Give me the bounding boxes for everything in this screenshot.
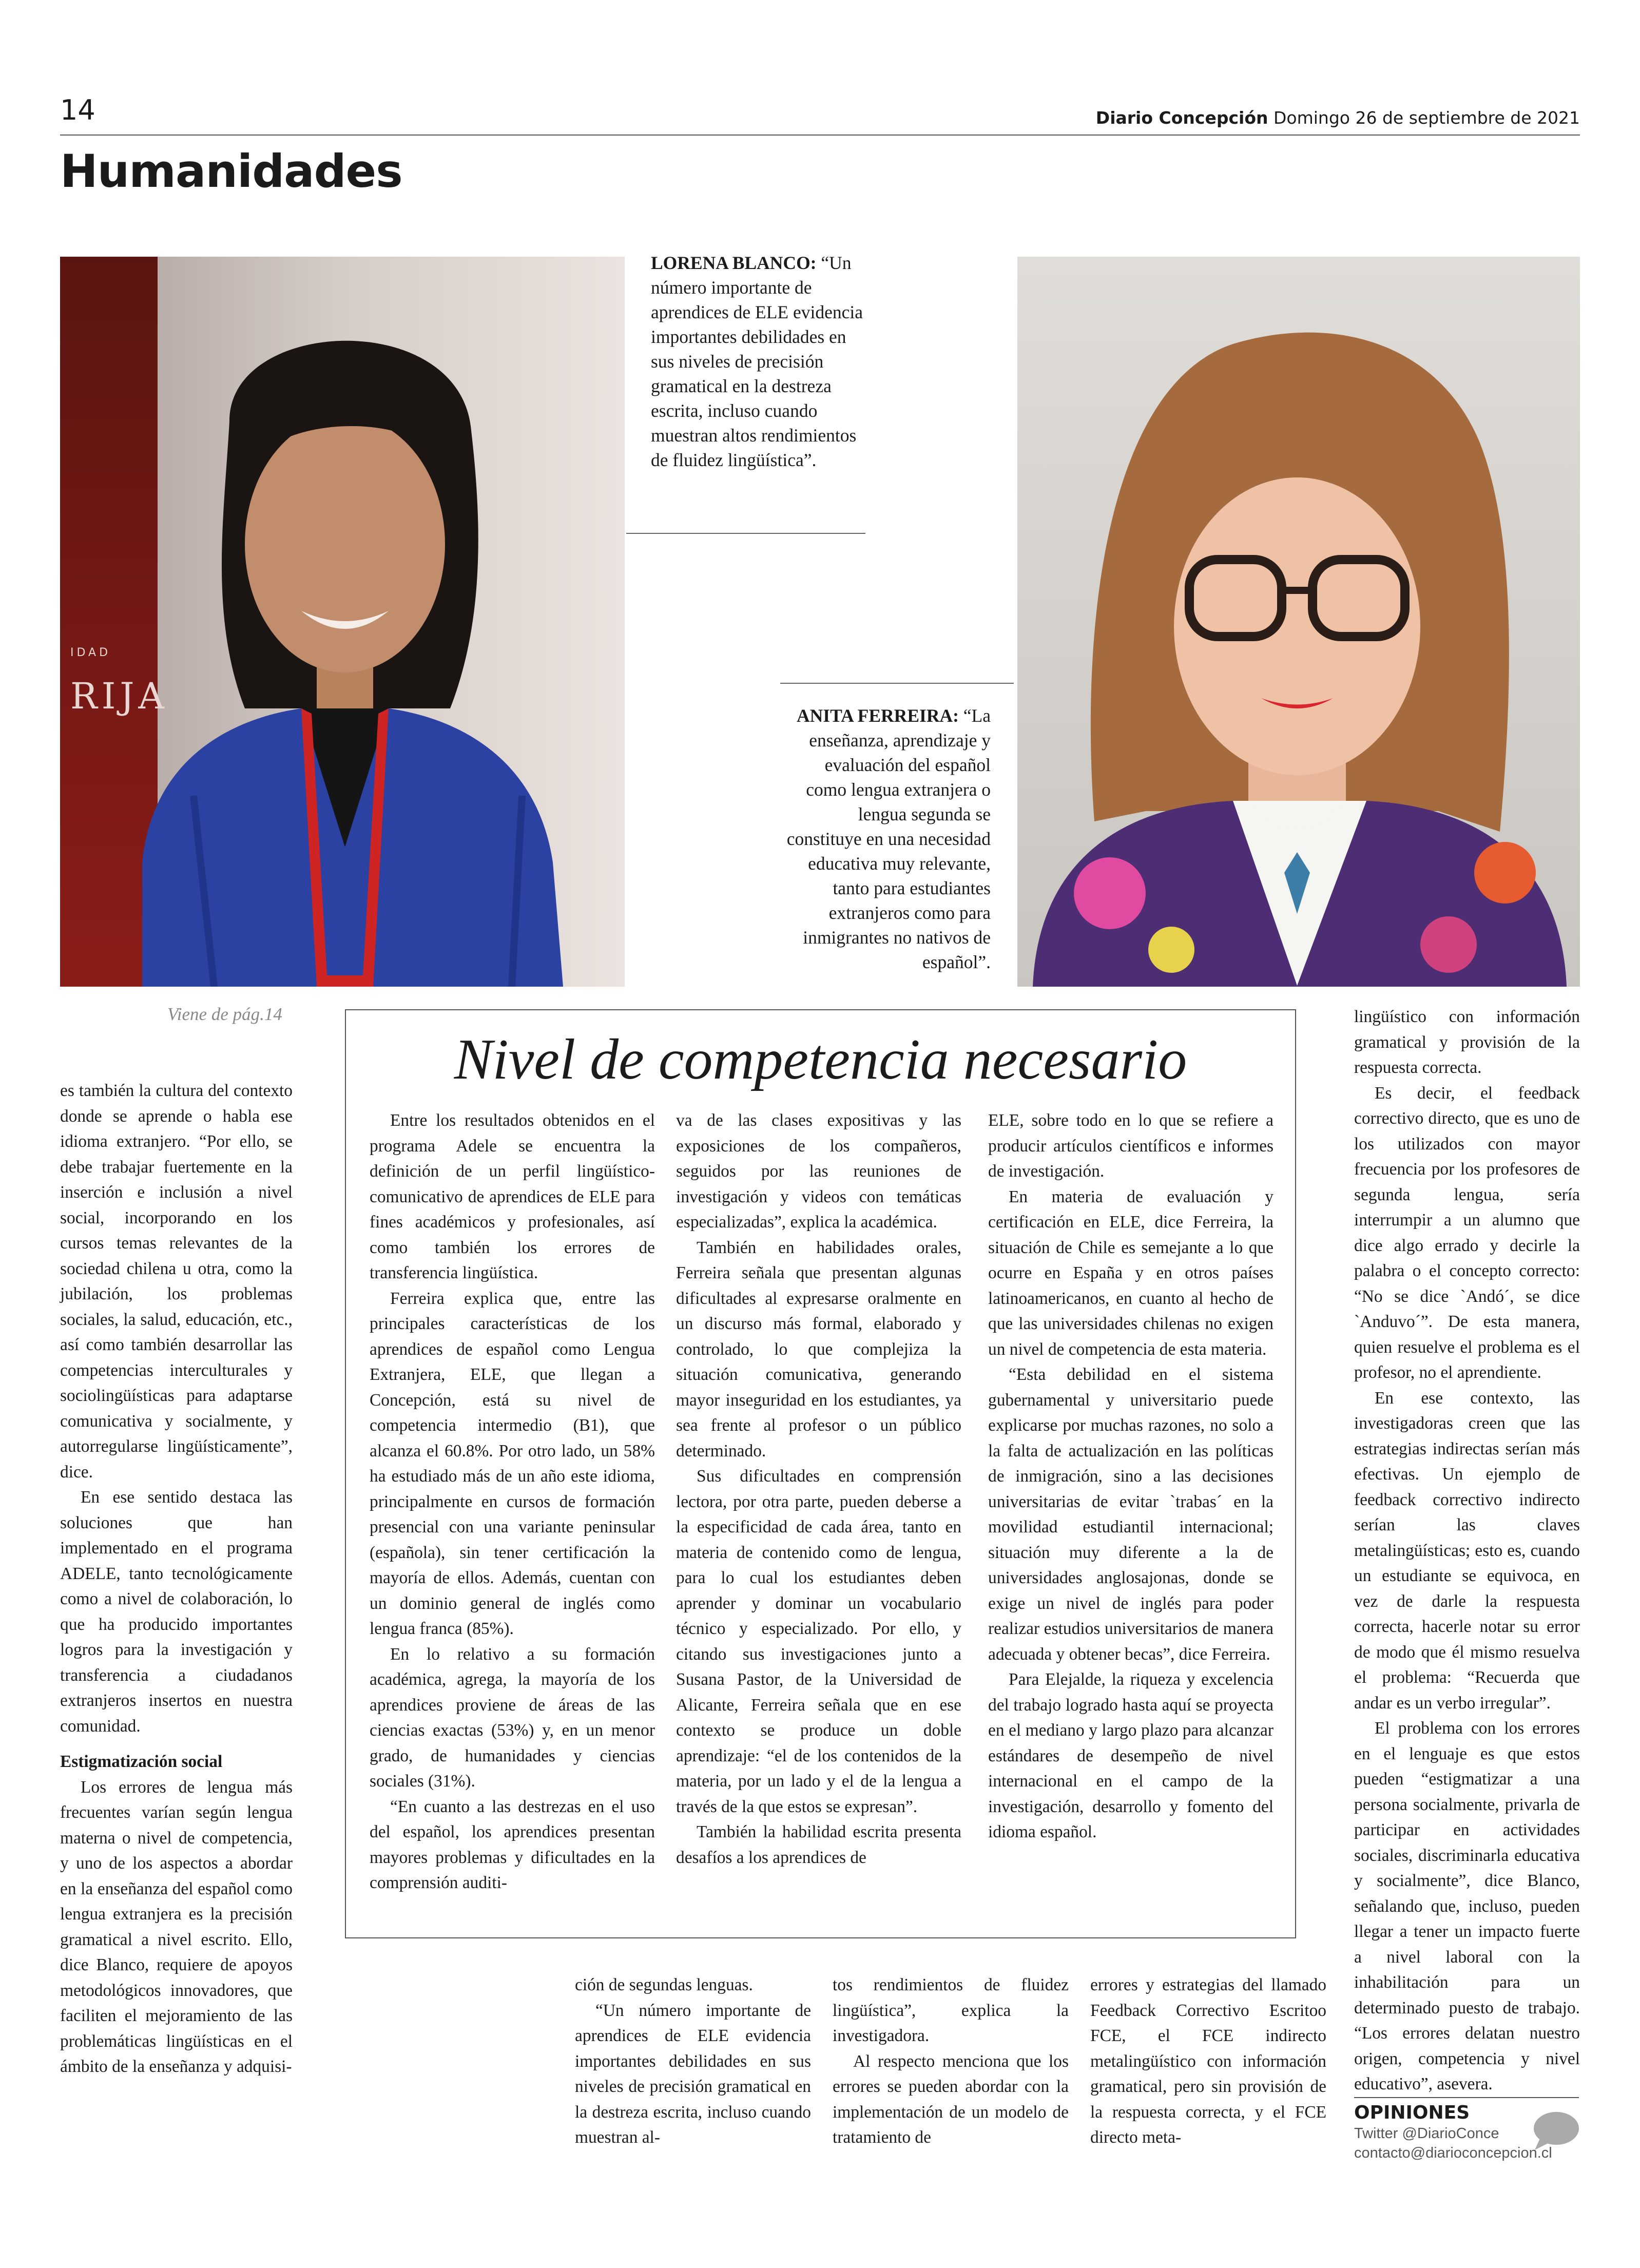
paragraph: va de las clases expositivas y las exposiciones de los compañeros, seguidos por las reuniones de investigación y videos con temáticas especializadas”, explica la académica. (676, 1111, 961, 1232)
article-column-3 (833, 1972, 1069, 2150)
paragraph: tos rendimientos de fluidez lingüística”, explica la investigadora. (833, 1975, 1069, 2045)
caption-lorena-blanco (651, 251, 866, 472)
sidebar-column-1 (370, 1108, 655, 1896)
contact-email[interactable]: contacto@diarioconcepcion.cl (1354, 2145, 1552, 2161)
opiniones-title: OPINIONES (1354, 2102, 1470, 2123)
caption-quote: “La enseñanza, aprendizaje y evaluación del español como lengua extranjera o lengua segunda se constituye en una necesidad educativa muy relevante, tanto para estudiantes extranjeros como para inmigrantes no nativos de español”. (786, 705, 991, 972)
paragraph: En ese sentido destaca las soluciones que han implementado en el programa ADELE, tanto tecnológicamente como a nivel de colaboración, lo que ha producido importantes logros para la investigación y transferencia a ciudadanos extranjeros insertos en nuestra comunidad. (60, 1488, 293, 1736)
article-column-2 (575, 1972, 811, 2150)
paragraph: “En cuanto a las destrezas en el uso del español, los aprendices presentan mayores problemas y dificultades en la comprensión auditi- (370, 1797, 655, 1892)
article-column-1 (60, 1078, 293, 2080)
paragraph: “Esta debilidad en el sistema gubernamental y universitario puede explicarse por muchas razones, no solo a la falta de actualización en las políticas de inmigración, sino a las decisiones universitarias de evitar `trabas´ en la movilidad estudiantil internacional; situación muy diferente a la de universidades anglosajonas, donde se exige un nivel de inglés para poder realizar estudios universitarios de manera adecuada y obtener becas”, dice Ferreira. (988, 1365, 1274, 1664)
paragraph: En lo relativo a su formación académica, agrega, la mayoría de los aprendices proviene de áreas de las ciencias exactas (53%) y, en un menor grado, de humanidades y ciencias sociales (31%). (370, 1644, 655, 1791)
continued-from-label: Viene de pág.14 (167, 1004, 282, 1024)
header-rule (60, 134, 1580, 136)
sidebar-column-3 (988, 1108, 1274, 1845)
background-sign-text-small: IDAD (70, 646, 111, 659)
paragraph: El problema con los errores en el lenguaje es que estos pueden “estigmatizar a una persona socialmente, privarla de participar en actividades sociales, discriminarla educativa y socialmente”, dice Blanco, señalando que, incluso, pueden llegar a tener un impacto fuerte a nivel laboral con la inhabilitación para un determinado puesto de trabajo. “Los errores delatan nuestro origen, competencia y nivel educativo”, asevera. (1354, 1719, 1580, 2093)
paragraph: Al respecto menciona que los errores se pueden abordar con la implementación de un modelo de tratamiento de (833, 2051, 1069, 2147)
speech-bubble-icon (1531, 2110, 1580, 2151)
opiniones-rule (1354, 2097, 1579, 2098)
caption-rule (626, 533, 865, 534)
photo-anita-ferreira (1017, 257, 1580, 987)
paragraph: errores y estrategias del llamado Feedback Correctivo Escritoo FCE, el FCE indirecto metalingüístico con información gramatical, pero sin provisión de la respuesta correcta, y el FCE directo meta- (1090, 1975, 1326, 2147)
subheading: Estigmatización social (60, 1752, 223, 1771)
paragraph: lingüístico con información gramatical y provisión de la respuesta correcta. (1354, 1007, 1580, 1077)
paragraph: Entre los resultados obtenidos en el programa Adele se encuentra la definición de un perfil lingüístico-comunicativo de aprendices de ELE para fines académicos y profesionales, así como también los errores de transferencia lingüística. (370, 1111, 655, 1282)
twitter-handle[interactable]: Twitter @DiarioConce (1354, 2125, 1499, 2142)
caption-anita-ferreira (780, 703, 991, 974)
paragraph: ELE, sobre todo en lo que se refiere a producir artículos científicos e informes de investigación. (988, 1111, 1274, 1181)
masthead (1096, 108, 1580, 128)
paragraph: Los errores de lengua más frecuentes varían según lengua materna o nivel de competencia, y uno de los aspectos a abordar en la enseñanza del español como lengua extranjera es la precisión gramatical a nivel escrito. Ello, dice Blanco, requiere de apoyos metodológicos innovadores, que faciliten el mejoramiento de las problemáticas lingüísticas en el ámbito de la enseñanza y adquisi- (60, 1777, 293, 2076)
caption-rule (780, 683, 1014, 684)
paragraph: es también la cultura del contexto donde se aprende o habla ese idioma extranjero. “Por ello, se debe trabajar fuertemente en la inserción e inclusión a nivel social, incorporando en los cursos temas relevantes de la sociedad chilena u otra, como la jubilación, los problemas sociales, la salud, educación, etc., así como también desarrollar las competencias interculturales y sociolingüísticas para adaptarse comunicativa y socialmente, y autorregularse lingüísticamente”, dice. (60, 1081, 293, 1482)
paragraph: Sus dificultades en comprensión lectora, por otra parte, pueden deberse a la especificidad de cada área, tanto en materia de contenido como de lengua, para lo cual los estudiantes deben aprender y dominar un vocabulario técnico y especializado. Por ello, y citando sus investigaciones junto a Susana Pastor, de la Universidad de Alicante, Ferreira señala que en ese contexto se produce un doble aprendizaje: “el de los contenidos de la materia, por un lado y el de la lengua a través de la que estos se expresan”. (676, 1467, 961, 1816)
paragraph: En ese contexto, las investigadoras creen que las estrategias indirectas serían más efectivas. Un ejemplo de feedback correctivo indirecto serían las claves metalingüísticas; esto es, cuando un estudiante se equivoca, en vez de darle la respuesta correcta, hacerle notar su error de modo que él mismo resuelva el problema: “Recuerda que andar es un verbo irregular”. (1354, 1388, 1580, 1713)
paragraph: Para Elejalde, la riqueza y excelencia del trabajo logrado hasta aquí se proyecta en el mediano y largo plazo para alcanzar estándares de desempeño de nivel internacional en el campo de la investigación, desarrollo y fomento del idioma español. (988, 1670, 1274, 1841)
section-title: Humanidades (60, 145, 402, 198)
article-column-4 (1090, 1972, 1326, 2150)
caption-name: LORENA BLANCO: (651, 253, 817, 273)
caption-quote: “Un número importante de aprendices de ELE evidencia importantes debilidades en sus niveles de precisión gramatical en la destreza escrita, incluso cuando muestran altos rendimientos de fluidez lingüística”. (651, 253, 863, 470)
paragraph: ción de segundas lenguas. (575, 1975, 753, 1994)
issue-date: Domingo 26 de septiembre de 2021 (1274, 108, 1580, 128)
sidebar-title: Nivel de competencia necesario (454, 1028, 1187, 1091)
photo-lorena-blanco (60, 257, 625, 987)
paragraph: “Un número importante de aprendices de ELE evidencia importantes debilidades en sus niveles de precisión gramatical en la destreza escrita, incluso cuando muestran al- (575, 2001, 811, 2147)
page-number: 14 (60, 94, 95, 126)
paragraph: También la habilidad escrita presenta desafíos a los aprendices de (676, 1822, 961, 1867)
background-sign-text: RIJA (70, 675, 168, 717)
paragraph: En materia de evaluación y certificación en ELE, dice Ferreira, la situación de Chile es semejante a lo que ocurre en España y en otros países latinoamericanos, en cuanto al hecho de que las universidades chilenas no exigen un nivel de competencia de esta materia. (988, 1187, 1274, 1359)
paragraph: Ferreira explica que, entre las principales características de los aprendices de español como Lengua Extranjera, ELE, que llegan a Concepción, está su nivel de competencia intermedio (B1), que alcanza el 60.8%. Por otro lado, un 58% ha estudiado más de un año este idioma, principalmente en cursos de formación presencial con una variante peninsular (española), sin tener certificación la mayoría de ellos. Además, cuentan con un dominio general de inglés como lengua franca (85%). (370, 1289, 655, 1638)
paragraph: Es decir, el feedback correctivo directo, que es uno de los utilizados con mayor frecuencia por los profesores de segunda lengua, sería interrumpir a un alumno que dice algo errado y decirle la palabra o el concepto correcto: “No se dice `Andó´, se dice `Anduvo´”. De esta manera, quien resuelve el problema es el profesor, no el aprendiente. (1354, 1083, 1580, 1382)
article-column-5 (1354, 1004, 1580, 2097)
paragraph: También en habilidades orales, Ferreira señala que presentan algunas dificultades al expresarse oralmente en un discurso más formal, elaborado y controlado, lo que complejiza la situación comunicativa, generando mayor inseguridad en los estudiantes, ya sea frente al profesor o un público determinado. (676, 1238, 961, 1460)
newspaper-name: Diario Concepción (1095, 108, 1268, 128)
sidebar-column-2 (676, 1108, 961, 1870)
caption-name: ANITA FERREIRA: (797, 705, 959, 726)
